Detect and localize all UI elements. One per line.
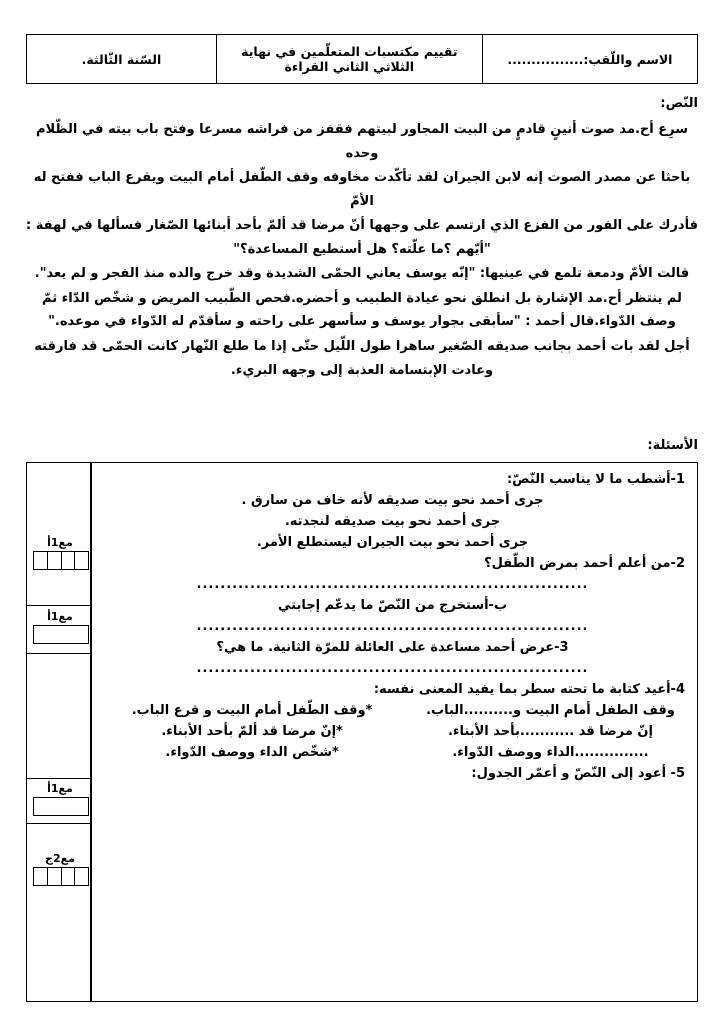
passage-line: قالت الأمّ ودمعة تلمع في عينيها: "إنّه يوسف يعاني الحمّى الشديدة وقد خرج والده منذ الفجر و لم يعد". xyxy=(34,266,690,281)
marks-cells[interactable] xyxy=(33,551,89,570)
question-4-answer[interactable]: وقف الطفل أمام البيت و..........الباب. xyxy=(426,703,675,718)
question-4-answer[interactable]: ...............الداء ووصف الدّواء. xyxy=(452,745,649,760)
question-3-prompt: 3-عرض أحمد مساعدة على العائلة للمرّة الثانية. ما هي؟ xyxy=(216,640,569,655)
question-1-option[interactable]: جرى أحمد نحو بيت الجيران ليستطلع الأمر. xyxy=(256,535,529,550)
question-4-pair xyxy=(100,700,685,721)
marks-row-divider xyxy=(27,605,90,606)
marks-box-q3 xyxy=(31,783,89,816)
marks-row-divider xyxy=(27,778,90,779)
marks-row-divider xyxy=(27,823,90,824)
question-4-pair xyxy=(100,742,685,763)
marks-row-divider xyxy=(27,653,90,654)
header-table xyxy=(26,34,698,84)
passage-line: وعادت الإبتسامة العذبة إلى وجهه البريء. xyxy=(230,363,494,378)
marks-box-q4 xyxy=(31,853,89,886)
question-4-source: *وقف الطّفل أمام البيت و قرع الباب. xyxy=(131,703,373,718)
question-4-source: *إنّ مرضا قد ألمّ بأحد الأبناء. xyxy=(161,724,343,739)
question-5-prompt: 5- أعود إلى النّصّ و أعمّر الجدول: xyxy=(471,766,685,781)
question-2-answer-line[interactable]: .................................................................. xyxy=(196,577,589,592)
marks-label: مع1أ xyxy=(47,782,73,795)
reading-passage xyxy=(26,118,698,384)
question-4-answer[interactable]: إنّ مرضا قد ...........بأحد الأبناء. xyxy=(447,724,653,739)
questions-content xyxy=(92,463,697,1001)
questions-label: الأسئلة: xyxy=(647,438,698,453)
student-name-field[interactable]: الاسم واللّقب:................ xyxy=(482,35,697,84)
question-3-answer-line[interactable]: .................................................................. xyxy=(196,661,589,676)
question-1-prompt: 1-أشطب ما لا يناسب النّصّ: xyxy=(506,472,685,487)
marks-cells[interactable] xyxy=(33,867,89,886)
question-4-prompt: 4-أعيد كتابة ما تحته سطر بما يفيد المعنى نفسه: xyxy=(373,682,685,697)
table-row xyxy=(27,35,698,84)
question-2-prompt: 2-من أعلم أحمد بمرض الطّفل؟ xyxy=(484,556,685,571)
school-year: السّنة الثّالثة. xyxy=(27,35,217,84)
marks-label: مع1أ xyxy=(47,536,73,549)
passage-line: سرِع أح.مد صوت أنينٍ قادمٍ من البيت المجاور لبيتهم فقفز من فراشه مسرعا وفتح باب بيته في الظّلام وحده xyxy=(35,122,689,161)
passage-line: باحثا عن مصدر الصوت إنه لابن الجيران لقد تأكّدت مخاوفه وقف الطّفل أمام البيت ويقرع الباب ففتح له الأمّ xyxy=(33,170,691,209)
passage-line: لم ينتظر أح.مد الإشارة بل انطلق نحو عيادة الطبيب و أحضره.فحص الطّبيب المريض و شخّص الدّاء ثمّ وصف الدّواء.قال أحمد : "سأبقى بجوار يوسف و سأسهر على راحته و سأقدّم له الدّواء في موعده." xyxy=(42,290,682,329)
question-2b-answer-line[interactable]: .................................................................. xyxy=(196,619,589,634)
question-2b-prompt: ب-أستخرج من النّصّ ما يدعّم إجابتي xyxy=(277,598,508,613)
marks-cells[interactable] xyxy=(33,797,89,816)
marks-box-q2 xyxy=(31,611,89,644)
question-4-pair xyxy=(100,721,685,742)
marks-label: مع2ج xyxy=(45,852,75,865)
exam-title: تقييم مكتسبات المتعلّمين في نهاية الثلاثي الثاني القراءة xyxy=(216,35,482,84)
text-label: النّص: xyxy=(660,96,698,111)
passage-line: أجل لقد بات أحمد بجانب صديقه الصّغير ساهرا طول اللّيل حتّى إذا ما طلع النّهار كانت الحمّى قد فارقته xyxy=(34,338,690,354)
passage-line: فأدرك على الفور من الفزع الذي ارتسم على وجهها أنّ مرضا قد ألمّ بأحد أبنائها الصّغار فسألها في لهفة : "أيّهم ؟ما علّته؟ هل أستطيع المساعدة؟" xyxy=(26,218,698,257)
marks-cells[interactable] xyxy=(33,625,89,644)
questions-frame xyxy=(26,462,698,1002)
marks-label: مع1أ xyxy=(47,610,73,623)
question-1-option[interactable]: جرى أحمد نحو بيت صديقه لنجدته. xyxy=(284,514,501,529)
marks-box-q1 xyxy=(31,537,89,570)
question-1-option[interactable]: جرى أحمد نحو بيت صديقه لأنه خاف من سارق . xyxy=(241,493,544,508)
question-4-source: *شخّص الداء ووصف الدّواء. xyxy=(165,745,339,760)
